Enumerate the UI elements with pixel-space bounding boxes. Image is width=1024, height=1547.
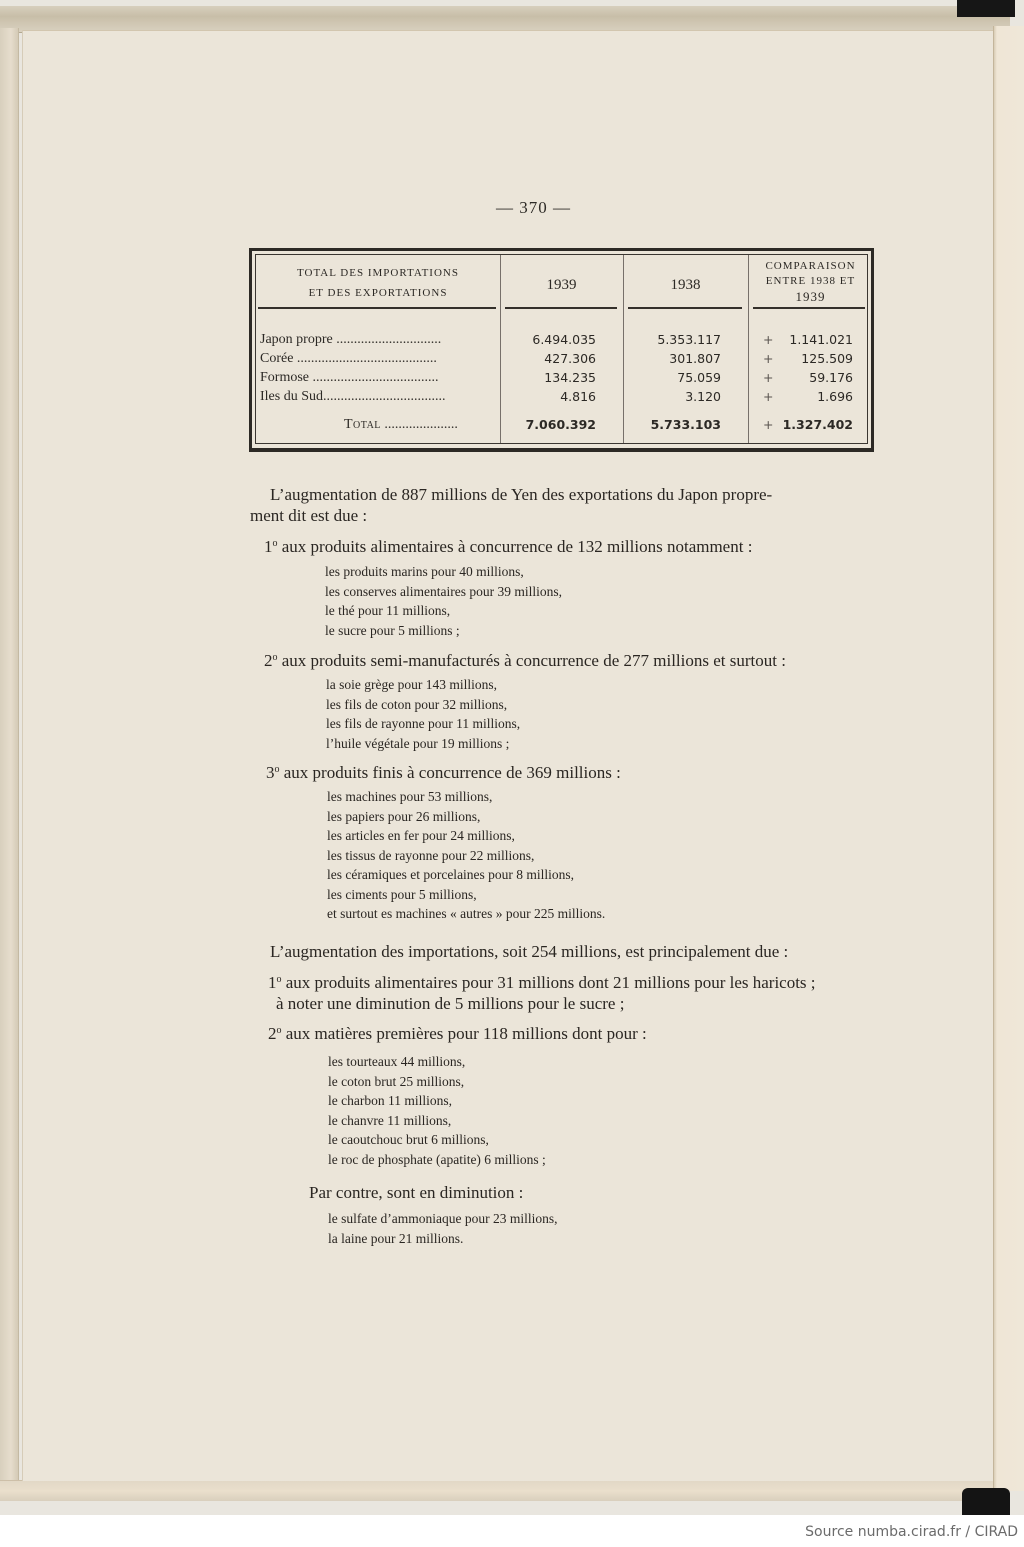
header-rule bbox=[753, 307, 865, 309]
list-item: la laine pour 21 millions. bbox=[328, 1230, 464, 1246]
header-rule bbox=[628, 307, 742, 309]
value-1939: 4.816 bbox=[560, 389, 596, 404]
trade-table bbox=[249, 248, 874, 452]
exports-intro-line1: L’augmentation de 887 millions de Yen des exportations du Japon propre- bbox=[270, 485, 773, 504]
section-number: 1 bbox=[264, 537, 273, 556]
decrease-items bbox=[328, 1209, 557, 1248]
section-number: 1 bbox=[268, 973, 277, 992]
value-difference: 1.696 bbox=[817, 389, 853, 404]
imports-section-1-line2: à noter une diminution de 5 millions pour le sucre ; bbox=[276, 994, 625, 1013]
value-difference: 1.141.021 bbox=[789, 332, 853, 347]
section-number: 2 bbox=[268, 1024, 277, 1043]
exports-section-1-items bbox=[325, 562, 562, 640]
plus-sign: + bbox=[763, 370, 774, 385]
imports-section-2-heading: 2$^o$ aux matières premières pour 118 millions dont pour : bbox=[268, 1024, 647, 1043]
total-label-text: Total bbox=[344, 417, 381, 432]
row-label: Formose .................................... bbox=[260, 370, 439, 385]
section-number: 2 bbox=[264, 651, 273, 670]
exports-section-3-heading: 3$^o$ aux produits finis à concurrence de 369 millions : bbox=[266, 763, 621, 782]
list-item: la soie grège pour 143 millions, bbox=[326, 677, 497, 692]
value-1938: 3.120 bbox=[685, 389, 721, 404]
section-heading-text: aux matières premières pour 118 millions dont pour : bbox=[281, 1024, 647, 1043]
list-item: les produits marins pour 40 millions, bbox=[325, 564, 524, 579]
exports-section-2-heading: 2$^o$ aux produits semi-manufacturés à concurrence de 277 millions et surtout : bbox=[264, 651, 786, 670]
list-item: les articles en fer pour 24 millions, bbox=[327, 828, 515, 843]
total-1938: 5.733.103 bbox=[650, 417, 721, 432]
binder-clip-bottom bbox=[962, 1488, 1010, 1515]
value-1939: 6.494.035 bbox=[532, 332, 596, 347]
table-row bbox=[256, 351, 867, 370]
list-item: les fils de rayonne pour 11 millions, bbox=[326, 716, 521, 731]
section-heading-text: aux produits alimentaires à concurrence de 132 millions notamment : bbox=[277, 537, 753, 556]
table-total-row bbox=[256, 417, 867, 436]
section-heading-text: aux produits finis à concurrence de 369 millions : bbox=[279, 763, 621, 782]
header-label bbox=[256, 263, 500, 303]
value-1939: 427.306 bbox=[544, 351, 596, 366]
header-comparison-line1: COMPARAISON bbox=[765, 260, 856, 272]
row-label: Corée ........................................ bbox=[260, 351, 437, 366]
header-rule bbox=[258, 307, 496, 309]
imports-intro: L’augmentation des importations, soit 254 millions, est principalement due : bbox=[270, 942, 789, 961]
header-label-line2: ET DES EXPORTATIONS bbox=[308, 287, 448, 299]
plus-sign: + bbox=[763, 332, 774, 347]
plus-sign: + bbox=[763, 389, 774, 404]
value-difference: 59.176 bbox=[809, 370, 853, 385]
list-item: le sulfate d’ammoniaque pour 23 millions, bbox=[328, 1211, 558, 1226]
exports-section-1-heading: 1$^o$ aux produits alimentaires à concurrence de 132 millions notamment : bbox=[264, 537, 753, 556]
list-item: les conserves alimentaires pour 39 millions, bbox=[325, 583, 562, 599]
list-item: le sucre pour 5 millions ; bbox=[325, 622, 460, 638]
decrease-heading: Par contre, sont en diminution : bbox=[309, 1183, 524, 1202]
list-item: le coton brut 25 millions, bbox=[328, 1073, 465, 1089]
book-edge-bottom bbox=[0, 1480, 1000, 1501]
list-item: l’huile végétale pour 19 millions ; bbox=[326, 735, 510, 751]
imports-section-1-line1: 1$^o$ aux produits alimentaires pour 31 millions dont 21 millions pour les haricots ; bbox=[268, 973, 816, 992]
imports-section-2-items bbox=[328, 1052, 546, 1169]
header-1939: 1939 bbox=[546, 277, 577, 293]
table-row bbox=[256, 389, 867, 408]
value-1938: 301.807 bbox=[669, 351, 721, 366]
table-row bbox=[256, 332, 867, 351]
value-1939: 134.235 bbox=[544, 370, 596, 385]
plus-sign: + bbox=[763, 417, 774, 432]
exports-intro-line2: ment dit est due : bbox=[250, 506, 368, 525]
value-1938: 5.353.117 bbox=[657, 332, 721, 347]
value-1938: 75.059 bbox=[677, 370, 721, 385]
list-item: le roc de phosphate (apatite) 6 millions ; bbox=[328, 1151, 546, 1167]
row-label: Japon propre .............................. bbox=[260, 332, 442, 347]
total-difference: 1.327.402 bbox=[782, 417, 853, 432]
source-credit: Source numba.cirad.fr / CIRAD bbox=[805, 1524, 1018, 1540]
exports-section-3-items bbox=[327, 787, 605, 924]
header-comparison-line2: ENTRE 1938 ET bbox=[765, 275, 856, 287]
header-label-line1: TOTAL DES IMPORTATIONS bbox=[297, 267, 459, 279]
list-item: les ciments pour 5 millions, bbox=[327, 886, 477, 902]
list-item: le caoutchouc brut 6 millions, bbox=[328, 1132, 489, 1147]
page-number: — 370 — bbox=[496, 198, 571, 217]
header-rule bbox=[505, 307, 617, 309]
exports-section-2-items bbox=[326, 675, 520, 753]
row-label: Iles du Sud................................... bbox=[260, 389, 446, 404]
value-difference: 125.509 bbox=[801, 351, 853, 366]
book-edge-top bbox=[0, 6, 1010, 33]
list-item: le thé pour 11 millions, bbox=[325, 603, 451, 618]
list-item: le charbon 11 millions, bbox=[328, 1093, 452, 1108]
list-item: les tissus de rayonne pour 22 millions, bbox=[327, 847, 535, 863]
list-item: et surtout es machines « autres » pour 225 millions. bbox=[327, 906, 606, 921]
total-1939: 7.060.392 bbox=[525, 417, 596, 432]
table-row bbox=[256, 370, 867, 389]
section-heading-text: aux produits semi-manufacturés à concurrence de 277 millions et surtout : bbox=[277, 651, 786, 670]
list-item: les machines pour 53 millions, bbox=[327, 789, 493, 804]
list-item: les papiers pour 26 millions, bbox=[327, 808, 481, 824]
list-item: les céramiques et porcelaines pour 8 millions, bbox=[327, 867, 575, 882]
header-comparison-line3: 1939 bbox=[795, 289, 826, 304]
list-item: les tourteaux 44 millions, bbox=[328, 1054, 466, 1069]
total-dots: ..................... bbox=[380, 417, 458, 432]
trade-table-inner bbox=[255, 254, 868, 444]
plus-sign: + bbox=[763, 351, 774, 366]
list-item: le chanvre 11 millions, bbox=[328, 1112, 452, 1128]
book-edge-left bbox=[0, 28, 19, 1498]
section-heading-text: aux produits alimentaires pour 31 millions dont 21 millions pour les haricots ; bbox=[281, 973, 816, 992]
adjacent-page-edge bbox=[993, 26, 1024, 1491]
list-item: les fils de coton pour 32 millions, bbox=[326, 696, 508, 712]
binder-clip-top bbox=[957, 0, 1015, 17]
header-comparison bbox=[748, 259, 873, 304]
header-1938: 1938 bbox=[670, 277, 701, 293]
section-number: 3 bbox=[266, 763, 275, 782]
